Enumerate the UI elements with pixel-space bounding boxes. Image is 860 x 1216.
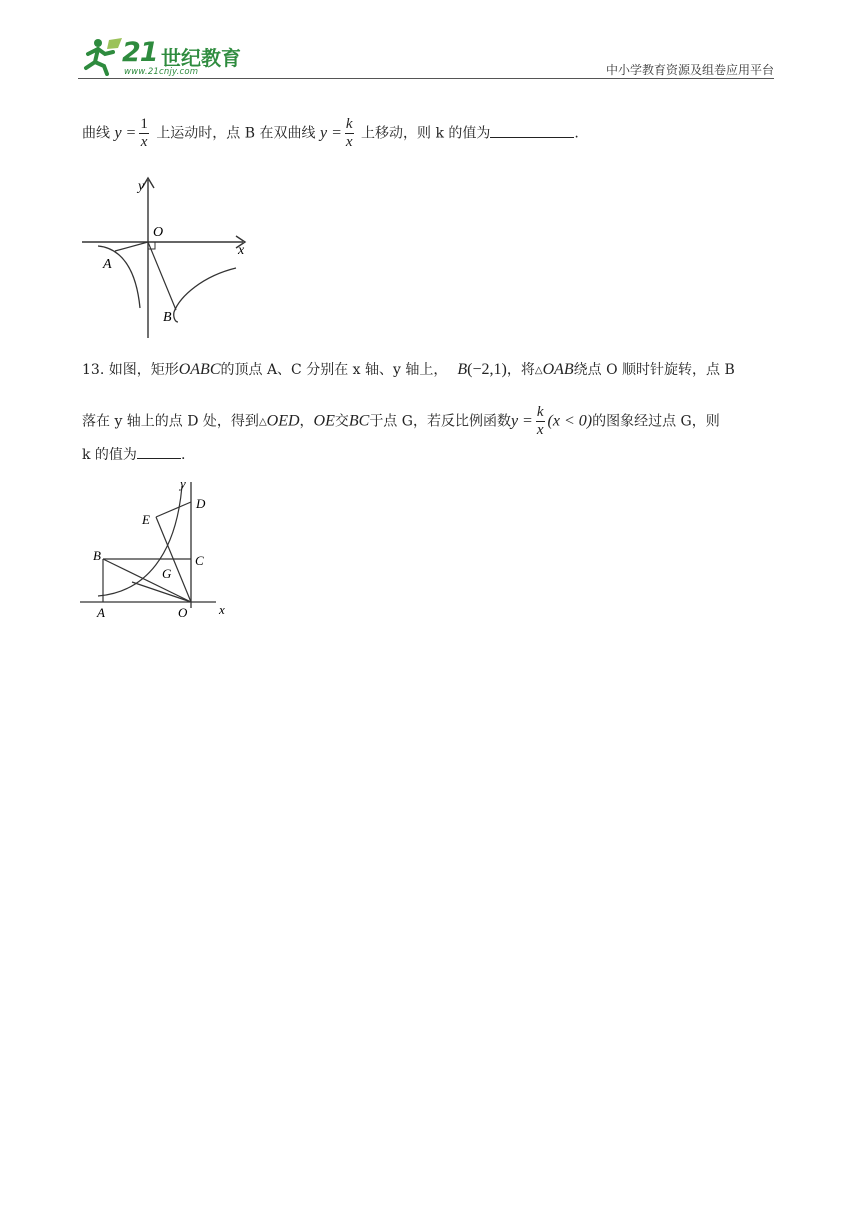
q13-frac-num: k xyxy=(536,404,544,420)
q12-text-line xyxy=(82,116,579,151)
page-header xyxy=(78,34,774,80)
fig1-label-b: B xyxy=(163,310,172,325)
q13-t1: 如图，矩形 xyxy=(108,362,179,378)
fig1-label-y: y xyxy=(138,179,145,194)
q13-l2-t1: 落在 y 轴上的点 D 处，得到 xyxy=(82,413,259,430)
figure-1-hyperbola-diagram xyxy=(78,172,260,340)
logo-text: 世纪教育 xyxy=(161,46,241,70)
q13-line-1 xyxy=(82,360,735,381)
q13-frac-den: x xyxy=(536,422,544,438)
logo xyxy=(78,34,248,78)
header-divider xyxy=(78,78,774,79)
q12-frac2-den: x xyxy=(345,134,353,150)
fig1-segment-oa xyxy=(115,242,148,251)
q13-number: 13. xyxy=(82,362,105,378)
q13-condition: (x < 0) xyxy=(547,412,593,430)
q12-text-end: . xyxy=(574,125,579,142)
fig1-curve-b-right xyxy=(174,268,236,312)
fig2-segment-ob xyxy=(103,559,191,602)
q12-fraction-2 xyxy=(345,116,354,151)
q13-l2-t4: 于点 G，若反比例函数 xyxy=(369,413,511,430)
fig1-label-a: A xyxy=(103,257,112,272)
q13-line-3 xyxy=(82,444,185,465)
q13-t3: ，将 xyxy=(506,362,535,378)
fig2-label-d: D xyxy=(196,496,206,511)
fig1-label-o: O xyxy=(153,225,164,240)
q13-l2-t5: 的图象经过点 G，则 xyxy=(592,413,720,430)
q13-triangle-symbol-1: △ xyxy=(534,365,543,376)
q12-fraction-1 xyxy=(139,116,149,151)
q13-l3-t1: k 的值为 xyxy=(82,447,137,463)
q12-eq2-lhs: y = xyxy=(319,124,342,142)
fig2-label-y: y xyxy=(180,476,186,491)
q13-triangle-symbol-2: △ xyxy=(258,416,267,428)
q12-frac1-den: x xyxy=(140,134,148,150)
fig1-label-x: x xyxy=(238,243,245,258)
fig1-segment-ob xyxy=(148,242,176,310)
q13-m1: OABC xyxy=(178,361,221,378)
q13-m3: OAB xyxy=(542,361,574,378)
q12-frac1-num: 1 xyxy=(140,116,148,132)
q13-m6: BC xyxy=(348,412,370,430)
fig1-curve-b-tail xyxy=(174,312,178,322)
q13-l3-end: . xyxy=(180,447,186,463)
q13-m4: OED xyxy=(266,412,300,430)
q12-text-b: 上运动时，点 B 在双曲线 xyxy=(156,125,316,142)
q12-text-c: 上移动，则 k 的值为 xyxy=(361,125,491,142)
q12-eq1-lhs: y = xyxy=(114,124,137,142)
q12-frac2-num: k xyxy=(345,116,353,132)
q13-fraction xyxy=(536,404,545,439)
q12-text-a: 曲线 xyxy=(82,125,110,142)
fig1-curve-a xyxy=(98,246,140,308)
q13-m2b: (−2,1) xyxy=(467,361,507,378)
q13-l2-t2: ， xyxy=(299,413,314,430)
fig2-label-a: A xyxy=(97,605,105,620)
fig2-label-b: B xyxy=(93,548,101,563)
q13-t2: 的顶点 A、C 分别在 x 轴、y 轴上， xyxy=(220,362,448,378)
fig2-segment-og-left xyxy=(132,582,191,602)
header-platform-name: 中小学教育资源及组卷应用平台 xyxy=(605,63,774,77)
q12-answer-blank[interactable] xyxy=(490,123,574,138)
runner-logo-icon xyxy=(78,36,124,76)
figure-2-rectangle-rotation-diagram xyxy=(76,474,236,622)
fig2-label-e: E xyxy=(142,512,150,527)
q13-t4: 绕点 O 顺时针旋转，点 B xyxy=(573,362,735,378)
q13-line-2 xyxy=(82,404,720,439)
logo-url: www.21cnjy.com xyxy=(124,67,199,77)
fig2-label-x: x xyxy=(219,602,225,617)
logo-number: 21 xyxy=(122,37,158,68)
fig2-label-c: C xyxy=(195,553,204,568)
fig2-label-o: O xyxy=(178,605,188,620)
q13-l2-t3: 交 xyxy=(334,413,349,430)
q13-m5: OE xyxy=(313,412,335,430)
q13-answer-blank[interactable] xyxy=(137,444,181,459)
fig2-label-g: G xyxy=(162,566,172,581)
q13-eq-lhs: y = xyxy=(510,412,533,430)
fig2-segment-ed xyxy=(156,502,191,517)
q13-m2: B xyxy=(457,361,468,378)
